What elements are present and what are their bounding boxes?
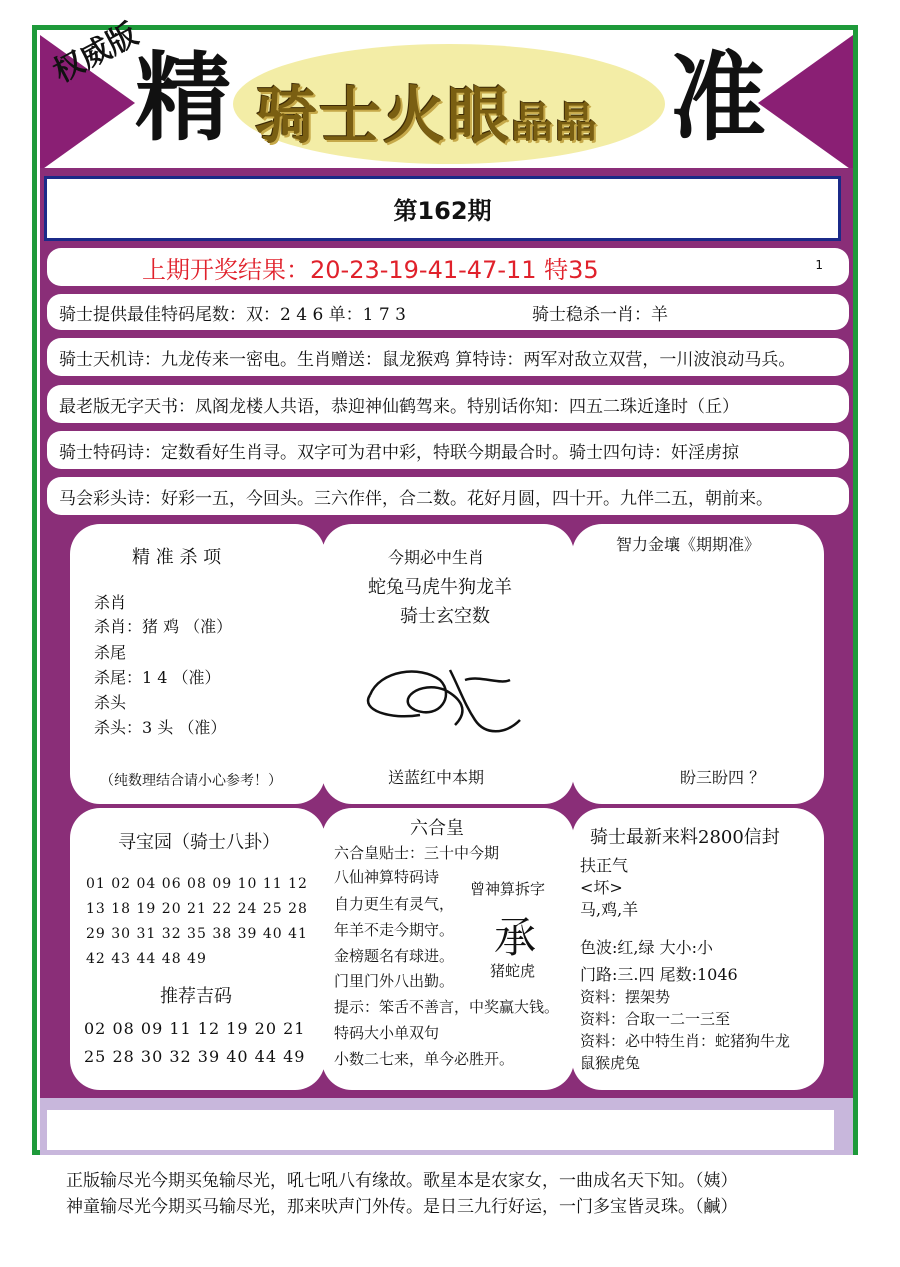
liuhe-line: 小数二七来，单今必胜开。	[334, 1050, 515, 1068]
header-right-char: 准	[670, 41, 766, 154]
latest-line: 色波:红,绿 大小:小	[580, 938, 713, 957]
tema-row	[47, 431, 849, 469]
liuhe-line: 金榜题名有球进。	[334, 947, 455, 965]
kill-one: 骑士稳杀一肖：羊	[532, 304, 668, 325]
rec-title: 推荐吉码	[160, 986, 232, 1007]
zodiac-title: 今期必中生肖	[388, 548, 485, 567]
brand-title	[255, 66, 599, 155]
liuhe-line: 年羊不走今期守。	[334, 921, 455, 939]
liuhe-title: 六合皇	[410, 818, 464, 839]
number-row: 13 18 19 20 21 22 24 25 28	[86, 901, 308, 917]
tianji-row	[47, 338, 849, 376]
latest-line: 资料：合取一二一三至	[580, 1010, 731, 1028]
rec-number-row: 25 28 30 32 39 40 44 49	[84, 1047, 306, 1066]
footer-blank	[47, 1110, 834, 1150]
kill-line: 杀头	[94, 693, 127, 712]
tema-text: 骑士特码诗：定数看好生肖寻。双字可为君中彩，特联今期最合时。骑士四句诗：奸淫虏掠	[59, 442, 739, 463]
mahui-text: 马会彩头诗：好彩一五，今回头。三六作伴，合二数。花好月圆，四十开。九伴二五，朝前来。	[59, 488, 773, 509]
liuhe-line: 八仙神算特码诗	[334, 868, 440, 886]
wisdom-panel	[572, 524, 824, 804]
signature-scribble	[360, 650, 540, 750]
result-mark: 1	[815, 258, 823, 272]
chaizi-title: 曾神算拆字	[470, 880, 546, 898]
liuhe-line: 特码大小单双句	[334, 1024, 440, 1042]
zodiac-sub: 骑士玄空数	[400, 606, 490, 627]
latest-line: 资料：必中特生肖：蛇猪狗牛龙	[580, 1032, 791, 1050]
header-left-char: 精	[135, 41, 231, 154]
chaizi-zodiac: 猪蛇虎	[490, 962, 536, 980]
kill-title: 精 准 杀 项	[132, 547, 222, 568]
wisdom-bottom: 盼三盼四 ？	[680, 768, 766, 787]
tail-numbers: 骑士提供最佳特码尾数：双：2 4 6 单：1 7 3	[59, 304, 406, 325]
issue-number: 第162期	[44, 176, 841, 241]
rec-numbers	[84, 1015, 305, 1071]
kill-line: 杀肖	[94, 593, 127, 612]
result-text: 上期开奖结果：20-23-19-41-47-11 特35	[142, 255, 599, 284]
latest-line: 鼠猴虎兔	[580, 1054, 641, 1072]
chaizi-char: 承	[494, 913, 537, 962]
liuhe-line: 自力更生有灵气，	[334, 895, 455, 913]
laoban-row	[47, 385, 849, 423]
zodiac-bottom: 送蓝红中本期	[388, 768, 485, 787]
treasure-numbers	[86, 872, 308, 972]
right-triangle-decoration	[758, 35, 853, 171]
kill-line: 杀头：3 头 （准）	[94, 718, 227, 737]
zodiac-list: 蛇兔马虎牛狗龙羊	[368, 577, 512, 598]
latest-line: 门路:三.四 尾数:1046	[580, 965, 738, 984]
treasure-title: 寻宝园（骑士八卦）	[118, 832, 280, 853]
liuhe-line: 六合皇贴士：三十中今期	[334, 844, 500, 862]
tail-row	[47, 294, 849, 330]
liuhe-line: 提示：笨舌不善言，中奖赢大钱。	[334, 998, 560, 1016]
kill-line: 杀尾：1 4 （准）	[94, 668, 221, 687]
kill-line: 杀肖：猪 鸡 （准）	[94, 617, 233, 636]
latest-line: <坏>	[580, 878, 623, 897]
mahui-row	[47, 477, 849, 515]
brand-small: 晶晶	[511, 98, 600, 147]
number-row: 01 02 04 06 08 09 10 11 12	[86, 876, 308, 892]
kill-note: （纯数理结合请小心参考！）	[100, 773, 282, 789]
latest-title: 骑士最新来料2800信封	[590, 827, 780, 848]
bottom-line: 正版输尽光今期买兔输尽光，吼七吼八有缘故。歌星本是农家女，一曲成名天下知。（姨）	[66, 1171, 738, 1191]
liuhe-line: 门里门外八出勤。	[334, 972, 455, 990]
laoban-text: 最老版无字天书：凤阁龙楼人共语，恭迎神仙鹤驾来。特别话你知：四五二珠近逢时（丘）	[59, 396, 739, 417]
bottom-line: 神童输尽光今期买马输尽光，那来吠声门外传。是日三九行好运，一门多宝皆灵珠。（鹹）	[66, 1197, 738, 1217]
tianji-text: 骑士天机诗：九龙传来一密电。生肖赠送：鼠龙猴鸡 算特诗：两军对敌立双营，一川波浪动马兵。	[59, 349, 796, 370]
latest-line: 马,鸡,羊	[580, 900, 639, 919]
rec-number-row: 02 08 09 11 12 19 20 21	[84, 1019, 306, 1038]
latest-line: 资料：摆架势	[580, 988, 671, 1006]
result-row	[47, 248, 849, 286]
brand-main: 骑士火眼	[255, 79, 512, 152]
number-row: 29 30 31 32 35 38 39 40 41	[86, 926, 308, 942]
kill-line: 杀尾	[94, 643, 127, 662]
latest-line: 扶正气	[580, 856, 629, 875]
wisdom-title: 智力金壤《期期准》	[616, 535, 761, 554]
authority-tag: 权威版	[47, 16, 144, 90]
number-row: 42 43 44 48 49	[86, 951, 207, 967]
